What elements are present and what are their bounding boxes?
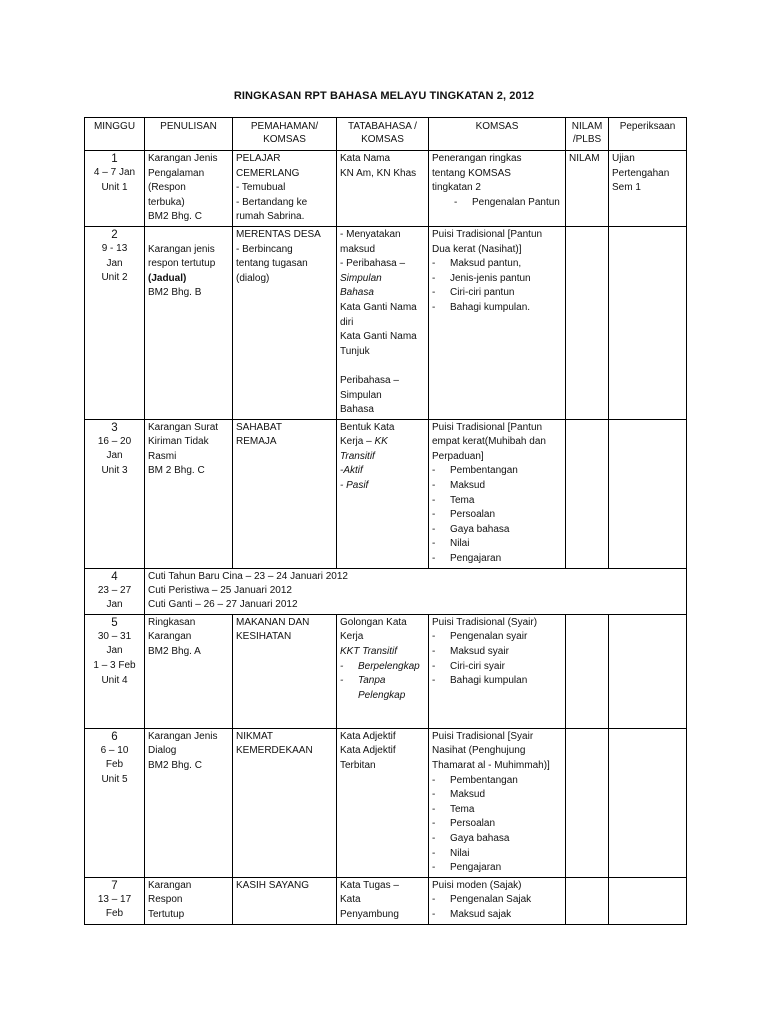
peperiksaan-cell: [609, 419, 687, 568]
pemahaman-cell: [233, 614, 337, 728]
week-dates: 16 – 20: [97, 435, 132, 447]
text-line: Puisi Tradisional (Syair): [432, 616, 538, 628]
text-line: Terbitan: [340, 760, 376, 771]
text-line: Kata Nama: [340, 153, 391, 164]
text-line: BM2 Bhg. C: [148, 211, 202, 223]
text-line: NIKMAT: [236, 730, 274, 742]
text-line: - Pasif: [340, 480, 369, 492]
list-item: - Nilai: [432, 537, 562, 552]
text-line: CEMERLANG: [236, 167, 300, 179]
text-line: Karangan jenis: [148, 243, 215, 255]
text-line: - Berbincang: [236, 243, 293, 255]
table-row: [85, 419, 687, 568]
tatabahasa-list: [340, 660, 425, 704]
peperiksaan-cell: [609, 226, 687, 419]
week-dates: 6 – 10: [100, 744, 129, 756]
list-item: - Maksud sajak: [432, 908, 562, 923]
text-line: PELAJAR: [236, 153, 281, 164]
list-item: - Pembentangan: [432, 464, 562, 479]
text-line: KN Am, KN Khas: [340, 167, 417, 179]
text-line: Bahasa: [340, 287, 374, 299]
page-title: RINGKASAN RPT BAHASA MELAYU TINGKATAN 2, 2012: [233, 90, 535, 102]
pemahaman-cell: [233, 728, 337, 877]
text-line: Respon: [148, 894, 183, 906]
list-item: - Maksud: [432, 788, 562, 803]
week-number: 1: [111, 153, 118, 165]
text-line: Kata Tugas –: [340, 879, 399, 891]
list-item: - Tema: [432, 803, 562, 818]
komsas-list: [432, 464, 562, 566]
penulisan-cell: [145, 728, 233, 877]
list-item: - Tanpa Pelengkap: [340, 674, 425, 703]
week-number: 6: [111, 730, 118, 743]
table-row: [85, 614, 687, 728]
week-number: 4: [111, 570, 118, 583]
text-line: Bahasa: [340, 404, 374, 416]
header-minggu: MINGGU: [85, 118, 145, 151]
text-line: Karangan: [148, 879, 192, 891]
pemahaman-cell: [233, 226, 337, 419]
text-line: KASIH SAYANG: [236, 879, 309, 891]
text-line: KKT Transitif: [340, 646, 398, 657]
komsas-cell: [429, 728, 566, 877]
text-line: Puisi moden (Sajak): [432, 879, 522, 891]
table-row: [85, 226, 687, 419]
nilam-cell: [566, 226, 609, 419]
text-line: -Aktif: [340, 465, 363, 477]
text-line: Transitif: [340, 450, 375, 462]
list-item: - Nilai: [432, 847, 562, 862]
list-item: - Maksud: [432, 479, 562, 494]
rpt-table: [84, 117, 687, 925]
list-item: - Gaya bahasa: [432, 832, 562, 847]
text-line: REMAJA: [236, 436, 277, 448]
tatabahasa-cell: [337, 226, 429, 419]
header-penulisan: PENULISAN: [145, 118, 233, 151]
week-month: Jan: [106, 450, 123, 462]
peperiksaan-cell: [609, 151, 687, 227]
week-number: 5: [111, 616, 118, 629]
text-line: Kata Ganti Nama: [340, 331, 417, 343]
text-line: Ringkasan: [148, 616, 196, 628]
text-line: Kata Adjektif: [340, 745, 396, 757]
list-item: - Bahagi kumpulan.: [432, 301, 562, 316]
week-month: Feb: [105, 908, 124, 920]
minggu-cell: [85, 568, 145, 614]
text-line: Puisi Tradisional [Pantun: [432, 228, 543, 240]
list-item: - Pengenalan syair: [432, 630, 562, 645]
week-number: 2: [111, 228, 118, 241]
list-item: - Maksud syair: [432, 645, 562, 660]
text-line: Nasihat (Penghujung: [432, 745, 526, 757]
nilam-cell: [566, 419, 609, 568]
week-month: Jan: [106, 599, 123, 611]
penulisan-cell: [145, 151, 233, 227]
text-line: Tertutup: [148, 908, 185, 920]
header-peperiksaan: Peperiksaan: [609, 118, 687, 151]
text-line: Kata: [340, 894, 361, 906]
text-span: Kerja –: [340, 436, 375, 448]
week-dates: 13 – 17: [97, 893, 132, 905]
minggu-cell: [85, 614, 145, 728]
text-line: Simpulan: [340, 389, 382, 401]
text-line: Kata Ganti Nama: [340, 301, 417, 313]
tatabahasa-cell: [337, 728, 429, 877]
header-nilam: NILAM /PLBS: [566, 118, 609, 151]
tatabahasa-cell: [337, 419, 429, 568]
week-dates: 1 – 3 Feb: [93, 660, 136, 671]
text-line: (dialog): [236, 272, 270, 284]
text-line: maksud: [340, 243, 376, 255]
text-line: Karangan Jenis: [148, 730, 218, 742]
list-item: - Tema: [432, 494, 562, 509]
week-dates: 9 - 13: [101, 242, 128, 254]
list-item: - Ciri-ciri syair: [432, 660, 562, 675]
text-line: Kata Adjektif: [340, 730, 396, 742]
nilam-cell: [566, 614, 609, 728]
peperiksaan-cell: [609, 614, 687, 728]
text-line: (Jadual): [148, 272, 187, 284]
minggu-cell: [85, 226, 145, 419]
text-line: Perpaduan]: [432, 450, 484, 462]
text-line: SAHABAT: [236, 421, 282, 433]
table-row: [85, 877, 687, 924]
week-unit: Unit 2: [101, 272, 128, 284]
text-line: BM2 Bhg. C: [148, 760, 202, 771]
header-pemahaman: PEMAHAMAN/ KOMSAS: [233, 118, 337, 151]
week-number: 3: [111, 421, 118, 434]
text-line: BM 2 Bhg. C: [148, 465, 205, 477]
text-line: MERENTAS DESA: [236, 228, 321, 240]
text-line: Dialog: [148, 745, 177, 757]
text-line: Penyambung: [340, 908, 399, 920]
text-line: Sem 1: [612, 182, 641, 194]
text-line: tentang KOMSAS: [432, 167, 511, 179]
komsas-cell: [429, 877, 566, 924]
week-month: Jan: [106, 257, 123, 269]
komsas-cell: [429, 614, 566, 728]
text-line: Pengalaman: [148, 167, 205, 179]
peperiksaan-cell: [609, 728, 687, 877]
text-line: Puisi Tradisional [Pantun: [432, 421, 543, 433]
text-line: - Temubual: [236, 182, 286, 194]
minggu-cell: [85, 728, 145, 877]
text-line: tentang tugasan: [236, 258, 308, 270]
text-line: Dua kerat (Nasihat)]: [432, 243, 522, 255]
text-line: Kiriman Tidak: [148, 436, 209, 448]
minggu-cell: [85, 419, 145, 568]
week-unit: Unit 1: [101, 181, 128, 193]
text-line: BM2 Bhg. B: [148, 287, 202, 299]
text-line: Puisi Tradisional [Syair: [432, 730, 534, 742]
list-item: - Pengenalan Sajak: [432, 893, 562, 908]
header-komsas: KOMSAS: [429, 118, 566, 151]
pemahaman-cell: [233, 151, 337, 227]
text-line: Peribahasa –: [340, 374, 399, 386]
text-line: KEMERDEKAAN: [236, 745, 313, 757]
week-unit: Unit 5: [101, 774, 128, 785]
komsas-list: [432, 893, 562, 922]
tatabahasa-cell: [337, 614, 429, 728]
list-item: - Pengenalan Pantun: [454, 196, 562, 211]
nilam-cell: [566, 877, 609, 924]
table-row: [85, 728, 687, 877]
list-item: - Berpelengkap: [340, 660, 425, 675]
text-line: Rasmi: [148, 450, 177, 462]
text-line: KESIHATAN: [236, 631, 292, 643]
text-line: Ujian: [612, 153, 635, 164]
text-line: Thamarat al - Muhimmah)]: [432, 760, 550, 771]
pemahaman-cell: [233, 877, 337, 924]
list-item: - Ciri-ciri pantun: [432, 286, 562, 301]
text-line: [340, 435, 425, 450]
minggu-cell: [85, 877, 145, 924]
tatabahasa-cell: [337, 151, 429, 227]
komsas-cell: [429, 419, 566, 568]
komsas-list: [432, 257, 562, 315]
minggu-cell: [85, 151, 145, 227]
nilam-cell: [566, 728, 609, 877]
list-item: - Maksud pantun,: [432, 257, 562, 272]
komsas-cell: [429, 226, 566, 419]
text-line: tingkatan 2: [432, 182, 481, 194]
text-line: respon tertutup: [148, 258, 216, 270]
text-line: Tunjuk: [340, 345, 370, 357]
text-line: - Peribahasa –: [340, 258, 406, 270]
holiday-notes-cell: [145, 568, 687, 614]
text-line: BM2 Bhg. A: [148, 646, 201, 657]
text-line: - Bertandang ke: [236, 196, 308, 208]
nilam-cell: NILAM: [566, 151, 609, 227]
table-row: [85, 568, 687, 614]
penulisan-cell: [145, 226, 233, 419]
text-line: Kerja: [340, 631, 364, 643]
text-line: Pertengahan: [612, 167, 670, 179]
text-line: Karangan Surat: [148, 421, 219, 433]
week-month: Feb: [105, 759, 124, 771]
holiday-note: Cuti Ganti – 26 – 27 Januari 2012: [148, 598, 298, 610]
text-span: KK: [374, 436, 388, 448]
komsas-cell: [429, 151, 566, 227]
week-month: Jan: [106, 645, 123, 657]
tatabahasa-cell: [337, 877, 429, 924]
penulisan-cell: [145, 614, 233, 728]
peperiksaan-cell: [609, 877, 687, 924]
penulisan-cell: [145, 419, 233, 568]
week-unit: Unit 3: [101, 464, 128, 476]
text-line: Karangan: [148, 631, 192, 643]
text-line: (Respon: [148, 182, 186, 194]
list-item: - Pengajaran: [432, 552, 562, 567]
week-dates: 30 – 31: [97, 630, 132, 642]
komsas-list: [432, 196, 562, 211]
list-item: - Persoalan: [432, 817, 562, 832]
komsas-list: [432, 774, 562, 876]
text-line: Penerangan ringkas: [432, 153, 522, 164]
list-item: - Pembentangan: [432, 774, 562, 789]
list-item: - Gaya bahasa: [432, 523, 562, 538]
holiday-note: Cuti Tahun Baru Cina – 23 – 24 Januari 2012: [148, 570, 348, 582]
komsas-list: [432, 630, 562, 688]
text-line: empat kerat(Muhibah dan: [432, 436, 546, 448]
list-item: - Persoalan: [432, 508, 562, 523]
penulisan-cell: [145, 877, 233, 924]
list-item: - Jenis-jenis pantun: [432, 272, 562, 287]
text-line: diri: [340, 316, 354, 328]
pemahaman-cell: [233, 419, 337, 568]
text-line: - Menyatakan: [340, 228, 401, 240]
holiday-note: Cuti Peristiwa – 25 Januari 2012: [148, 584, 292, 596]
week-dates: 23 – 27: [97, 584, 132, 596]
text-line: terbuka): [148, 196, 185, 208]
text-line: Karangan Jenis: [148, 153, 218, 164]
text-line: Simpulan: [340, 272, 382, 284]
text-line: MAKANAN DAN: [236, 616, 310, 628]
week-dates: 4 – 7 Jan: [93, 167, 136, 178]
text-line: rumah Sabrina.: [236, 211, 305, 223]
header-tatabahasa: TATABAHASA / KOMSAS: [337, 118, 429, 151]
list-item: - Pengajaran: [432, 861, 562, 876]
list-item: - Bahagi kumpulan: [432, 674, 562, 689]
week-number: 7: [111, 879, 118, 892]
text-line: Bentuk Kata: [340, 421, 395, 433]
week-unit: Unit 4: [101, 674, 128, 686]
table-row: [85, 151, 687, 227]
header-row: [85, 118, 687, 151]
text-line: Golongan Kata: [340, 616, 407, 628]
